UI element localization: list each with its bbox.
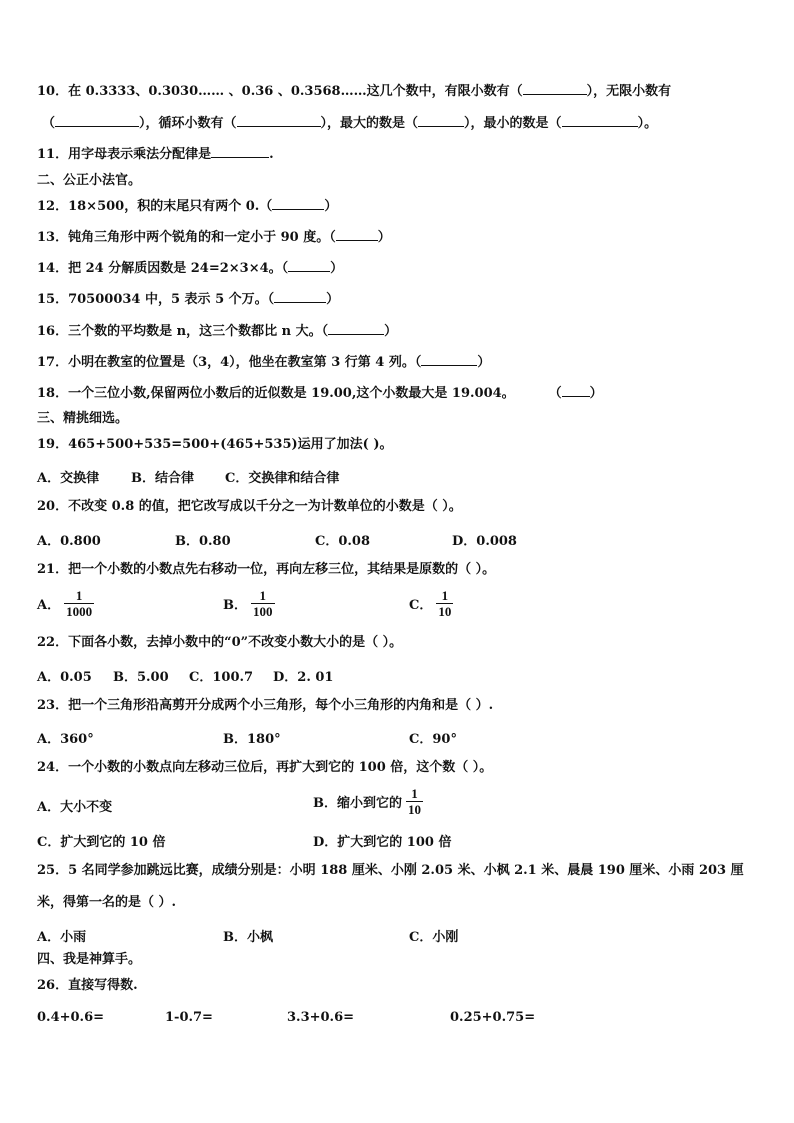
answer-blank[interactable] [421, 353, 477, 366]
answer-blank[interactable] [328, 322, 384, 335]
question-24-options-row-2 [37, 831, 757, 865]
option-b[interactable]: B．0.80 [175, 534, 231, 549]
fraction: $\frac{1}{10}$ [438, 588, 452, 619]
option-a[interactable]: A．大小不变 [37, 800, 113, 815]
question-25-line-1: 25．5 名同学参加跳远比赛，成绩分别是：小明 188 厘米、小刚 2.05 米、小枫 2.1 米、晨晨 190 厘米、小雨 203 厘 [37, 863, 744, 878]
question-14: 14．把 24 分解质因数是 24=2×3×4。（ ） [37, 261, 344, 276]
question-21-options [37, 588, 757, 628]
option-b[interactable]: B．5.00 [113, 670, 169, 685]
option-d[interactable]: D．0.008 [452, 534, 517, 549]
option-a[interactable]: A．小雨 [37, 930, 87, 945]
calc-item[interactable]: 0.4+0.6= [37, 1010, 105, 1025]
option-b[interactable]: B．缩小到它的 $\frac{1}{10}$ [313, 786, 421, 817]
question-23-options [37, 728, 757, 762]
answer-blank[interactable] [272, 197, 324, 210]
question-18: 18．一个三位小数,保留两位小数后的近似数是 19.00,这个小数最大是 19.004。 （ ） [37, 386, 603, 401]
answer-blank[interactable] [288, 259, 330, 272]
option-c[interactable]: C．0.08 [315, 534, 371, 549]
option-c[interactable]: C．交换律和结合律 [225, 471, 340, 486]
question-19: 19．465+500+535=500+(465+535)运用了加法( )。 [37, 437, 393, 452]
option-c[interactable]: C．小刚 [409, 930, 459, 945]
fraction: $\frac{1}{100}$ [253, 588, 273, 619]
option-c[interactable]: C．100.7 [189, 670, 254, 685]
question-25-options [37, 926, 757, 960]
answer-blank[interactable] [562, 384, 590, 397]
question-17: 17．小明在教室的位置是（3，4），他坐在教室第 3 行第 4 列。（ ） [37, 355, 491, 370]
answer-blank[interactable] [418, 114, 464, 127]
option-a[interactable]: A．交换律 [37, 471, 100, 486]
question-24-options-row-1 [37, 786, 757, 826]
fraction: $\frac{1}{10}$ [408, 786, 421, 817]
answer-blank[interactable] [55, 114, 139, 127]
fraction: $\frac{1}{1000}$ [66, 588, 93, 619]
option-a[interactable]: A．360° [37, 732, 94, 747]
question-25-line-2: 米，得第一名的是（ ）. [37, 895, 177, 910]
question-22: 22．下面各小数，去掉小数中的“0”不改变小数大小的是（ ）。 [37, 635, 403, 650]
section-3-heading: 三、精挑细选。 [37, 411, 129, 426]
section-2-heading: 二、公正小法官。 [37, 173, 142, 188]
option-b[interactable]: B．180° [223, 732, 281, 747]
answer-blank[interactable] [274, 290, 326, 303]
option-b[interactable]: B． $\frac{1}{100}$ [223, 588, 273, 619]
question-10-line-2: （ ），循环小数有（ ），最大的数是（ ），最小的数是（ ）。 [42, 116, 658, 131]
answer-blank[interactable] [562, 114, 638, 127]
question-12: 12．18×500，积的末尾只有两个 0.（ ） [37, 199, 338, 214]
question-23: 23．把一个三角形沿高剪开分成两个小三角形，每个小三角形的内角和是（ ）. [37, 698, 494, 713]
question-24: 24．一个小数的小数点向左移动三位后，再扩大到它的 100 倍，这个数（ ）。 [37, 760, 493, 775]
option-a[interactable]: A． $\frac{1}{1000}$ [37, 588, 93, 619]
question-19-options [37, 467, 757, 501]
answer-blank[interactable] [211, 145, 269, 158]
question-10-text: 10．在 0.3333、0.3030…… 、0.36 、0.3568……这几个数中，有限小数有（ [37, 84, 523, 99]
question-22-options [37, 666, 757, 700]
option-a[interactable]: A．0.800 [37, 534, 101, 549]
option-b[interactable]: B．结合律 [131, 471, 194, 486]
option-d[interactable]: D．2. 01 [273, 670, 334, 685]
question-10-line-1: 10．在 0.3333、0.3030…… 、0.36 、0.3568……这几个数中，有限小数有（ ），无限小数有 [37, 84, 672, 99]
option-c[interactable]: C． $\frac{1}{10}$ [409, 588, 452, 619]
answer-blank[interactable] [523, 82, 587, 95]
option-a[interactable]: A．0.05 [37, 670, 92, 685]
question-13: 13．钝角三角形中两个锐角的和一定小于 90 度。（ ） [37, 230, 391, 245]
option-b[interactable]: B．小枫 [223, 930, 273, 945]
answer-blank[interactable] [336, 228, 378, 241]
option-d[interactable]: D．扩大到它的 100 倍 [313, 835, 452, 850]
question-26: 26．直接写得数. [37, 978, 138, 993]
answer-blank[interactable] [237, 114, 321, 127]
question-21: 21．把一个小数的小数点先右移动一位，再向左移三位，其结果是原数的（ ）。 [37, 562, 496, 577]
calc-item[interactable]: 3.3+0.6= [287, 1010, 355, 1025]
question-16: 16．三个数的平均数是 n，这三个数都比 n 大。（ ） [37, 324, 398, 339]
option-c[interactable]: C．扩大到它的 10 倍 [37, 835, 166, 850]
question-11: 11．用字母表示乘法分配律是 . [37, 147, 274, 162]
calc-item[interactable]: 1-0.7= [165, 1010, 213, 1025]
question-26-items [37, 1010, 757, 1044]
option-c[interactable]: C．90° [409, 732, 457, 747]
calc-item[interactable]: 0.25+0.75= [450, 1010, 536, 1025]
question-20: 20．不改变 0.8 的值，把它改写成以千分之一为计数单位的小数是（ ）。 [37, 499, 462, 514]
question-15: 15．70500034 中，5 表示 5 个万。（ ） [37, 292, 340, 307]
section-4-heading: 四、我是神算手。 [37, 952, 142, 967]
question-20-options [37, 530, 757, 564]
